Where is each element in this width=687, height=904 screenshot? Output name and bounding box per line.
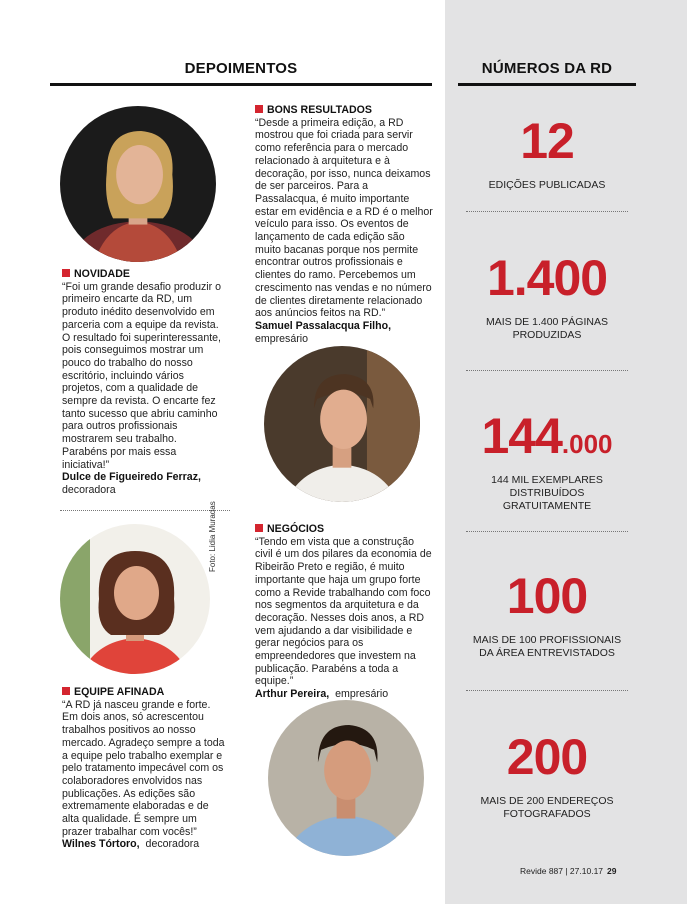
portrait-photo-arthur (268, 700, 424, 856)
portrait-photo-wilnes (60, 524, 210, 674)
section-title-depoimentos: DEPOIMENTOS (184, 60, 298, 77)
stat-number: 144.000 (481, 408, 613, 464)
stat-editions (458, 115, 636, 192)
testimonial-quote: “A RD já nasceu grande e forte. Em dois anos, só acrescentou trabalhos positivos ao nosso mercado. Agradeço sempre a toda a equipe pelo trabalho exemplar e pelo tratamento impecável com os colaboradores envolvidos nas publicações. As edições são extremamente elaboradas e de alta qualidade. É sempre um prazer trabalhar com vocês!” (62, 698, 225, 838)
testimonial-role: empresário (255, 332, 308, 345)
divider-dotted (466, 370, 628, 371)
section-title-numeros: NÚMEROS DA RD (481, 60, 613, 77)
testimonial-author: Arthur Pereira, (255, 688, 330, 701)
testimonial-role: decoradora (62, 483, 116, 496)
testimonial-quote: “Desde a primeira edição, a RD mostrou que foi criada para servir como referência para o mercado relacionado à arquitetura e à decoração, por isso, nunca deixamos de ser parceiros. Para a Passalacqua, é muito importante estar em evidência e a RD é o melhor veículo para isso. Os eventos de lançamento de cada edição são muito bacanas porque nos permite encontrar outros profissionais e clientes do ramo. Percebemos um crescimento nas vendas e no número de clientes diretamente relacionado aos anúncios feitos na RD.” (255, 116, 433, 320)
stat-copies (458, 410, 636, 513)
stat-addresses (458, 731, 636, 821)
testimonial-author: Dulce de Figueiredo Ferraz, (62, 471, 201, 484)
testimonial-quote: “Foi um grande desafio produzir o primeiro encarte da RD, um produto inédito desenvolvido em parceria com a equipe da revista. O resultado foi superinteressante, pois conseguimos mostrar um pouco do trabalho do nosso escritório, incluindo vários projetos, com a qualidade de sempre da revista. O encarte fez tanto sucesso que abriu caminho para outros profissionais mostrarem seu trabalho. Parabéns por mais essa iniciativa!” (62, 280, 221, 471)
testimonial-quote: “Tendo em vista que a construção civil é um dos pilares da economia de Ribeirão Preto e região, é muito importante que haja um grupo forte como a Revide trabalhando com foco nos segmentos da arquitetura e da decoração. Nesses dois anos, a RD vem ajudando a dar visibilidade e gerar negócios para os empreendedores que investem na publicação. Parabéns a toda a equipe.” (255, 535, 432, 688)
testimonial-tag: NEGÓCIOS (255, 523, 433, 536)
testimonial-tag: BONS RESULTADOS (255, 104, 433, 117)
stat-label: MAIS DE 1.400 PÁGINAS PRODUZIDAS (486, 316, 608, 341)
stat-label: EDIÇÕES PUBLICADAS (488, 179, 606, 191)
section-rule-numeros (458, 83, 636, 86)
section-rule-depoimentos (50, 83, 432, 86)
divider-dotted (466, 690, 628, 691)
portrait-photo-dulce (60, 106, 216, 262)
portrait-photo-samuel (264, 346, 420, 502)
divider-dotted (60, 510, 230, 511)
stat-professionals (458, 570, 636, 660)
photo-credit: Foto: Lidia Muradas (208, 501, 217, 572)
divider-dotted (466, 531, 628, 532)
testimonial-tag: NOVIDADE (62, 268, 222, 281)
stat-number: 12 (520, 113, 574, 169)
stat-number: 200 (506, 729, 588, 785)
page-number: 29 (607, 866, 617, 876)
stat-label: MAIS DE 100 PROFISSIONAIS DA ÁREA ENTREVISTADOS (472, 634, 622, 659)
testimonial-novidade (62, 268, 222, 497)
testimonial-bons-resultados (255, 104, 433, 345)
testimonial-author: Samuel Passalacqua Filho, (255, 319, 392, 332)
testimonial-author: Wilnes Tórtoro, (62, 838, 140, 851)
stat-label: 144 MIL EXEMPLARES DISTRIBUÍDOS GRATUITAMENTE (491, 474, 603, 512)
page-footer (520, 866, 617, 876)
testimonial-role: decoradora (145, 838, 200, 851)
footer-issue: Revide 887 | 27.10.17 (520, 866, 604, 876)
testimonial-negocios (255, 523, 433, 701)
stat-label: MAIS DE 200 ENDEREÇOS FOTOGRAFADOS (480, 795, 614, 820)
stat-number: 1.400 (486, 250, 608, 306)
stat-pages (458, 252, 636, 342)
testimonial-equipe-afinada (62, 686, 227, 851)
divider-dotted (466, 211, 628, 212)
testimonial-tag: EQUIPE AFINADA (62, 686, 227, 699)
testimonial-role: empresário (335, 688, 389, 701)
stat-number: 100 (506, 568, 588, 624)
